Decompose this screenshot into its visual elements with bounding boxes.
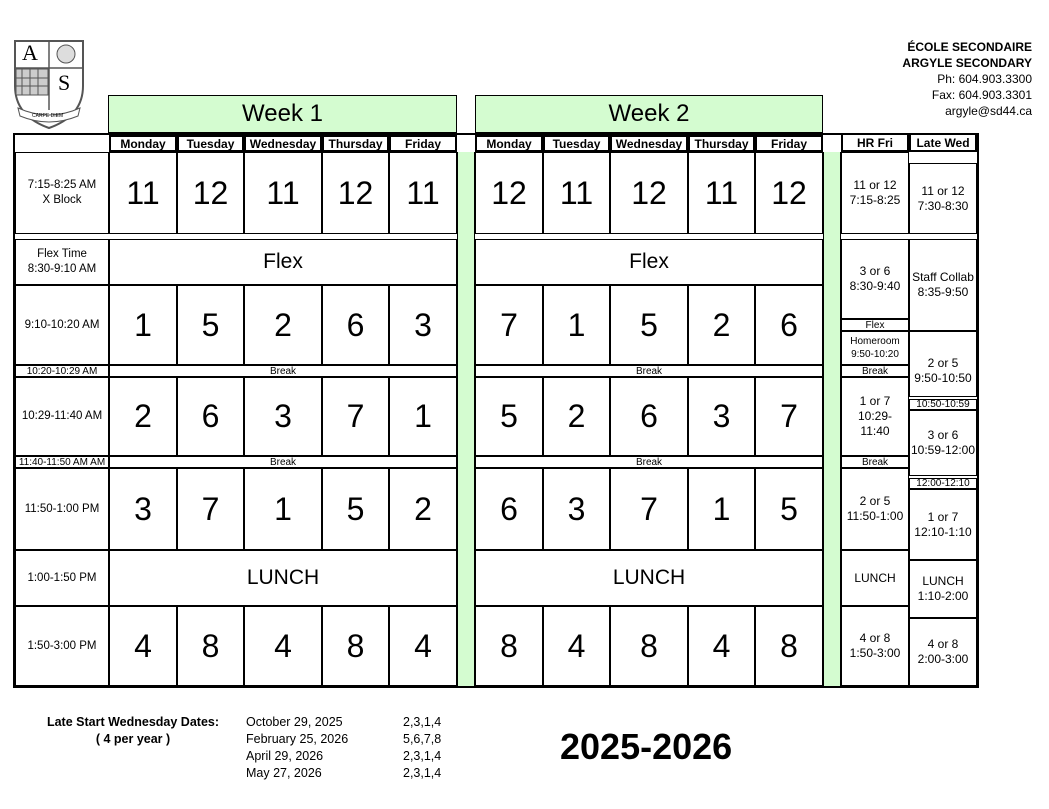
late-wed-b1-time: 9:50-10:50 xyxy=(914,371,972,385)
logo-letter-a: A xyxy=(22,40,38,65)
hr-fri-b2-time-start: 10:29- xyxy=(857,409,893,423)
late-start-order: 5,6,7,8 xyxy=(403,732,442,746)
hr-fri-lunch: LUNCH xyxy=(841,550,909,606)
late-wed-b2 xyxy=(909,410,977,476)
w1-b4-mon: 4 xyxy=(109,606,177,686)
late-start-dates xyxy=(246,714,348,782)
school-email: argyle@sd44.ca xyxy=(945,104,1032,118)
w1-x-tue: 12 xyxy=(177,152,244,234)
w1-b4-tue: 8 xyxy=(177,606,244,686)
w1-b3-mon: 3 xyxy=(109,468,177,550)
school-name-en: ARGYLE SECONDARY xyxy=(902,56,1032,70)
late-wed-collab-time: 8:35-9:50 xyxy=(917,285,969,299)
w1-b2-wed: 3 xyxy=(244,377,322,456)
late-wed-b3 xyxy=(909,489,977,560)
late-wed-b1-block: 2 or 5 xyxy=(927,356,959,370)
w1-b2-fri: 1 xyxy=(389,377,457,456)
hr-fri-b1-time: 8:30-9:40 xyxy=(849,279,901,293)
w1-b3-tue: 7 xyxy=(177,468,244,550)
w2-day-tuesday: Tuesday xyxy=(543,135,610,152)
w1-b1-tue: 5 xyxy=(177,285,244,365)
w1-b2-mon: 2 xyxy=(109,377,177,456)
time-block4: 1:50-3:00 PM xyxy=(15,606,109,686)
late-wed-collab xyxy=(909,239,977,331)
hr-fri-b1-block: 3 or 6 xyxy=(859,264,891,278)
late-wed-collab-label: Staff Collab xyxy=(912,270,974,284)
hr-fri-flex: Flex xyxy=(841,319,909,331)
w1-b1-thu: 6 xyxy=(322,285,389,365)
w1-x-thu: 12 xyxy=(322,152,389,234)
w1-day-friday: Friday xyxy=(389,135,457,152)
time-flex-range: 8:30-9:10 AM xyxy=(27,263,97,275)
w2-b3-tue: 3 xyxy=(543,468,610,550)
school-logo xyxy=(12,38,86,130)
w1-x-wed: 11 xyxy=(244,152,322,234)
w2-day-friday: Friday xyxy=(755,135,823,152)
w1-b3-wed: 1 xyxy=(244,468,322,550)
w2-b1-fri: 6 xyxy=(755,285,823,365)
w2-b4-thu: 4 xyxy=(688,606,755,686)
hr-fri-x-time: 7:15-8:25 xyxy=(849,193,901,207)
w1-b2-tue: 6 xyxy=(177,377,244,456)
time-block2: 10:29-11:40 AM xyxy=(15,377,109,456)
w1-lunch: LUNCH xyxy=(109,550,457,606)
w1-b1-mon: 1 xyxy=(109,285,177,365)
time-block3: 11:50-1:00 PM xyxy=(15,468,109,550)
late-start-label xyxy=(38,714,228,748)
hr-fri-b3-block: 2 or 5 xyxy=(859,494,891,508)
late-wed-b2-block: 3 or 6 xyxy=(927,428,959,442)
late-wed-x xyxy=(909,163,977,234)
w2-b2-wed: 6 xyxy=(610,377,688,456)
hr-fri-homeroom-time: 9:50-10:20 xyxy=(851,349,899,360)
hr-fri-homeroom-label: Homeroom xyxy=(850,336,900,347)
late-wed-break2: 12:00-12:10 xyxy=(909,478,977,489)
w1-b2-thu: 7 xyxy=(322,377,389,456)
w2-lunch: LUNCH xyxy=(475,550,823,606)
late-start-date: February 25, 2026 xyxy=(246,732,349,746)
w2-b3-fri: 5 xyxy=(755,468,823,550)
w2-b1-wed: 5 xyxy=(610,285,688,365)
w2-x-tue: 11 xyxy=(543,152,610,234)
w2-day-monday: Monday xyxy=(475,135,543,152)
hr-fri-b3 xyxy=(841,468,909,550)
w2-day-thursday: Thursday xyxy=(688,135,755,152)
w1-b1-wed: 2 xyxy=(244,285,322,365)
time-block1: 9:10-10:20 AM xyxy=(15,285,109,365)
late-wed-lunch xyxy=(909,560,977,618)
late-wed-x-time: 7:30-8:30 xyxy=(917,198,969,213)
late-wed-b4-time: 2:00-3:00 xyxy=(917,652,969,666)
hr-fri-x xyxy=(841,152,909,234)
late-start-orders xyxy=(403,714,441,782)
w1-b3-fri: 2 xyxy=(389,468,457,550)
late-start-order: 2,3,1,4 xyxy=(403,766,442,780)
late-wed-b4-block: 4 or 8 xyxy=(927,637,959,651)
late-wed-b3-time: 12:10-1:10 xyxy=(914,524,972,539)
w2-b2-mon: 5 xyxy=(475,377,543,456)
w1-b4-fri: 4 xyxy=(389,606,457,686)
late-wed-lunch-time: 1:10-2:00 xyxy=(917,589,969,603)
w2-b4-wed: 8 xyxy=(610,606,688,686)
late-start-subtitle: ( 4 per year ) xyxy=(95,732,171,746)
hr-fri-b2-time-end: 11:40 xyxy=(860,424,890,438)
logo-motto: CARPE DIEM xyxy=(32,113,64,119)
hr-fri-b4 xyxy=(841,606,909,686)
w2-x-fri: 12 xyxy=(755,152,823,234)
w2-b1-tue: 1 xyxy=(543,285,610,365)
w2-x-thu: 11 xyxy=(688,152,755,234)
w1-b4-wed: 4 xyxy=(244,606,322,686)
time-flex xyxy=(15,239,109,285)
hr-fri-b4-time: 1:50-3:00 xyxy=(849,646,901,660)
w2-break2: Break xyxy=(475,456,823,468)
logo-letter-s: S xyxy=(58,70,71,95)
w1-b1-fri: 3 xyxy=(389,285,457,365)
late-start-order: 2,3,1,4 xyxy=(403,715,442,729)
hr-fri-b2-block: 1 or 7 xyxy=(859,394,891,408)
late-wed-b3-block: 1 or 7 xyxy=(927,509,959,524)
late-start-order: 2,3,1,4 xyxy=(403,749,442,763)
w1-b3-thu: 5 xyxy=(322,468,389,550)
late-wed-b2-time: 10:59-12:00 xyxy=(910,443,976,457)
w2-b1-mon: 7 xyxy=(475,285,543,365)
time-x-block-label: X Block xyxy=(42,194,82,206)
late-start-title: Late Start Wednesday Dates: xyxy=(46,715,220,729)
school-fax: Fax: 604.903.3301 xyxy=(931,88,1032,102)
w2-break1: Break xyxy=(475,365,823,377)
w2-b2-thu: 3 xyxy=(688,377,755,456)
late-start-date: October 29, 2025 xyxy=(246,715,343,729)
week1-title: Week 1 xyxy=(108,95,457,133)
late-start-date: May 27, 2026 xyxy=(246,766,322,780)
time-lunch: 1:00-1:50 PM xyxy=(15,550,109,606)
hr-fri-header: HR Fri xyxy=(841,133,909,152)
time-flex-label: Flex Time xyxy=(37,248,87,260)
time-x-block-range: 7:15-8:25 AM xyxy=(27,179,97,191)
school-name-fr: ÉCOLE SECONDAIRE xyxy=(907,40,1032,54)
hr-fri-b4-block: 4 or 8 xyxy=(859,631,891,645)
hr-fri-b1 xyxy=(841,239,909,319)
w1-b4-thu: 8 xyxy=(322,606,389,686)
w1-flex: Flex xyxy=(109,239,457,285)
hr-fri-b2 xyxy=(841,377,909,456)
late-wed-header: Late Wed xyxy=(909,133,977,152)
late-wed-lunch-label: LUNCH xyxy=(922,574,964,588)
w2-b2-fri: 7 xyxy=(755,377,823,456)
side-separator xyxy=(823,152,841,686)
hr-fri-break1: Break xyxy=(841,365,909,377)
w1-x-fri: 11 xyxy=(389,152,457,234)
hr-fri-break2: Break xyxy=(841,456,909,468)
late-wed-break1: 10:50-10:59 xyxy=(909,399,977,410)
hr-fri-homeroom xyxy=(841,331,909,365)
w1-day-wednesday: Wednesday xyxy=(244,135,322,152)
time-break2: 11:40-11:50 AM AM xyxy=(15,456,109,468)
hr-fri-b3-time: 11:50-1:00 xyxy=(846,509,904,523)
w1-day-tuesday: Tuesday xyxy=(177,135,244,152)
school-year: 2025-2026 xyxy=(560,726,733,767)
w2-b4-tue: 4 xyxy=(543,606,610,686)
late-wed-b4 xyxy=(909,618,977,686)
w1-day-thursday: Thursday xyxy=(322,135,389,152)
w2-flex: Flex xyxy=(475,239,823,285)
w2-b3-mon: 6 xyxy=(475,468,543,550)
w2-b4-mon: 8 xyxy=(475,606,543,686)
hr-fri-x-block: 11 or 12 xyxy=(853,178,897,192)
w2-x-wed: 12 xyxy=(610,152,688,234)
late-wed-b1 xyxy=(909,331,977,397)
late-wed-x-block: 11 or 12 xyxy=(921,183,965,198)
w2-x-mon: 12 xyxy=(475,152,543,234)
w1-break2: Break xyxy=(109,456,457,468)
school-phone: Ph: 604.903.3300 xyxy=(937,72,1032,86)
school-info xyxy=(902,39,1032,119)
w2-b3-wed: 7 xyxy=(610,468,688,550)
time-break1: 10:20-10:29 AM xyxy=(15,365,109,377)
w2-b3-thu: 1 xyxy=(688,468,755,550)
week-separator xyxy=(457,152,475,686)
time-x-block xyxy=(15,152,109,234)
w2-day-wednesday: Wednesday xyxy=(610,135,688,152)
w1-x-mon: 11 xyxy=(109,152,177,234)
w2-b1-thu: 2 xyxy=(688,285,755,365)
w2-b4-fri: 8 xyxy=(755,606,823,686)
w1-break1: Break xyxy=(109,365,457,377)
w2-b2-tue: 2 xyxy=(543,377,610,456)
week2-title: Week 2 xyxy=(475,95,823,133)
w1-day-monday: Monday xyxy=(109,135,177,152)
late-start-date: April 29, 2026 xyxy=(246,749,324,763)
